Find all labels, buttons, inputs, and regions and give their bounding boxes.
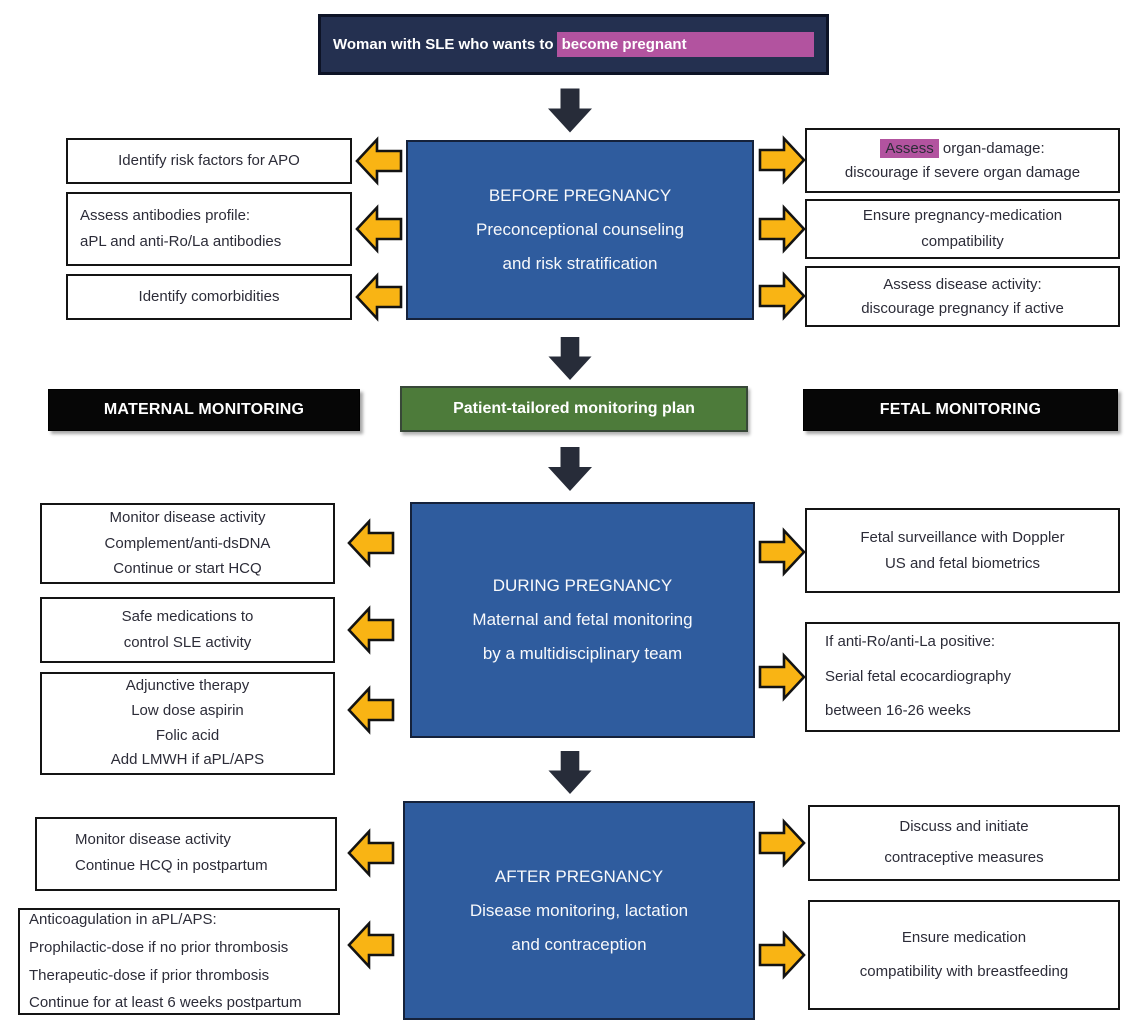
monitoring-plan-box bbox=[400, 386, 748, 432]
box-line: Add LMWH if aPL/APS bbox=[110, 751, 265, 769]
box-line: Assess antibodies profile: bbox=[80, 207, 251, 225]
box-line: Therapeutic-dose if prior thrombosis bbox=[29, 966, 270, 984]
phase-line: Maternal and fetal monitoring bbox=[472, 610, 693, 629]
box-line: Adjunctive therapy bbox=[125, 677, 250, 694]
box-line: aPL and anti-Ro/La antibodies bbox=[80, 233, 282, 250]
box-line bbox=[880, 137, 1044, 161]
arrow-left-icon bbox=[354, 135, 404, 187]
phase-line: by a multidisciplinary team bbox=[482, 644, 683, 663]
arrow-down-icon bbox=[546, 446, 594, 492]
arrow-left-icon bbox=[354, 203, 404, 255]
arrow-left-icon bbox=[354, 271, 404, 323]
box-line: Prophilactic-dose if no prior thrombosis bbox=[29, 938, 289, 956]
assess-highlight: Assess bbox=[880, 139, 938, 158]
box-breastfeeding-compatibility bbox=[808, 900, 1120, 1010]
arrow-down-icon bbox=[546, 87, 594, 134]
box-line: discourage pregnancy if active bbox=[861, 299, 1064, 317]
box-line: US and fetal biometrics bbox=[884, 554, 1041, 572]
box-adjunctive-therapy bbox=[40, 672, 335, 775]
box-identify-risk-factors bbox=[66, 138, 352, 184]
box-anticoagulation bbox=[18, 908, 340, 1015]
box-line: Discuss and initiate bbox=[899, 818, 1029, 836]
box-line: contraceptive measures bbox=[884, 849, 1044, 866]
phase-title: DURING PREGNANCY bbox=[492, 576, 673, 595]
arrow-right-icon bbox=[757, 203, 807, 255]
arrow-left-icon bbox=[345, 604, 397, 656]
monitoring-plan-text: Patient-tailored monitoring plan bbox=[453, 400, 695, 417]
arrow-down-icon bbox=[546, 336, 594, 381]
arrow-right-icon bbox=[757, 526, 807, 578]
arrow-right-icon bbox=[757, 929, 807, 981]
box-line: discourage if severe organ damage bbox=[844, 163, 1081, 181]
phase-box-during-pregnancy bbox=[410, 502, 755, 738]
box-line: Folic acid bbox=[155, 726, 220, 744]
arrow-left-icon bbox=[346, 919, 396, 971]
box-line: Monitor disease activity bbox=[75, 831, 231, 848]
arrow-left-icon bbox=[345, 684, 397, 736]
box-line: Fetal surveillance with Doppler bbox=[860, 528, 1065, 546]
box-line: Anticoagulation in aPL/APS: bbox=[29, 911, 217, 928]
arrow-right-icon bbox=[757, 817, 807, 869]
box-antibodies-profile bbox=[66, 192, 352, 266]
box-line: Complement/anti-dsDNA bbox=[104, 534, 271, 552]
box-fetal-ecocardiography bbox=[805, 622, 1120, 732]
phase-title: BEFORE PREGNANCY bbox=[488, 186, 672, 205]
box-line: Identify comorbidities bbox=[138, 288, 280, 306]
box-line: If anti-Ro/anti-La positive: bbox=[825, 633, 996, 651]
box-line: Continue or start HCQ bbox=[113, 560, 262, 578]
box-line: Assess disease activity: bbox=[883, 275, 1042, 293]
phase-box-before-pregnancy bbox=[406, 140, 754, 320]
box-contraceptive-measures bbox=[808, 805, 1120, 881]
fetal-monitoring-text: FETAL MONITORING bbox=[879, 401, 1042, 418]
arrow-left-icon bbox=[346, 827, 396, 879]
box-line: Ensure medication bbox=[901, 928, 1027, 946]
box-line: Safe medications to bbox=[121, 608, 254, 626]
arrow-down-icon bbox=[546, 750, 594, 795]
arrow-right-icon bbox=[757, 651, 807, 703]
box-line: Continue for at least 6 weeks postpartum bbox=[29, 994, 302, 1012]
box-organ-damage bbox=[805, 128, 1120, 193]
start-banner bbox=[318, 14, 829, 75]
phase-line: Preconceptional counseling bbox=[476, 220, 684, 239]
start-banner-highlight: become pregnant bbox=[557, 32, 814, 57]
arrow-left-icon bbox=[345, 517, 397, 569]
box-identify-comorbidities bbox=[66, 274, 352, 320]
maternal-monitoring-text: MATERNAL MONITORING bbox=[103, 401, 305, 418]
box-fetal-surveillance bbox=[805, 508, 1120, 593]
box-monitor-postpartum bbox=[35, 817, 337, 891]
box-safe-medications bbox=[40, 597, 335, 663]
box-line-rest: organ-damage: bbox=[938, 139, 1045, 157]
box-disease-activity bbox=[805, 266, 1120, 327]
phase-line: and contraception bbox=[511, 934, 647, 954]
phase-title: AFTER PREGNANCY bbox=[494, 866, 664, 886]
phase-box-after-pregnancy bbox=[403, 801, 755, 1020]
arrow-right-icon bbox=[757, 270, 807, 322]
box-line: compatibility bbox=[921, 233, 1004, 250]
box-line: Identify risk factors for APO bbox=[118, 152, 300, 170]
box-line: Low dose aspirin bbox=[131, 701, 244, 719]
box-line: Ensure pregnancy-medication bbox=[862, 207, 1063, 225]
box-line: control SLE activity bbox=[123, 634, 252, 651]
box-line: between 16-26 weeks bbox=[825, 702, 971, 720]
box-line: compatibility with breastfeeding bbox=[859, 963, 1069, 980]
start-banner-text: Woman with SLE who wants to bbox=[333, 36, 554, 53]
box-line: Continue HCQ in postpartum bbox=[75, 856, 268, 874]
box-monitor-disease-activity bbox=[40, 503, 335, 584]
phase-line: and risk stratification bbox=[502, 254, 658, 273]
box-line: Monitor disease activity bbox=[109, 508, 266, 526]
box-line: Serial fetal ecocardiography bbox=[825, 667, 1011, 685]
fetal-monitoring-label bbox=[803, 389, 1118, 431]
maternal-monitoring-label bbox=[48, 389, 360, 431]
phase-line: Disease monitoring, lactation bbox=[469, 900, 689, 920]
arrow-right-icon bbox=[757, 134, 807, 186]
box-medication-compatibility bbox=[805, 199, 1120, 259]
